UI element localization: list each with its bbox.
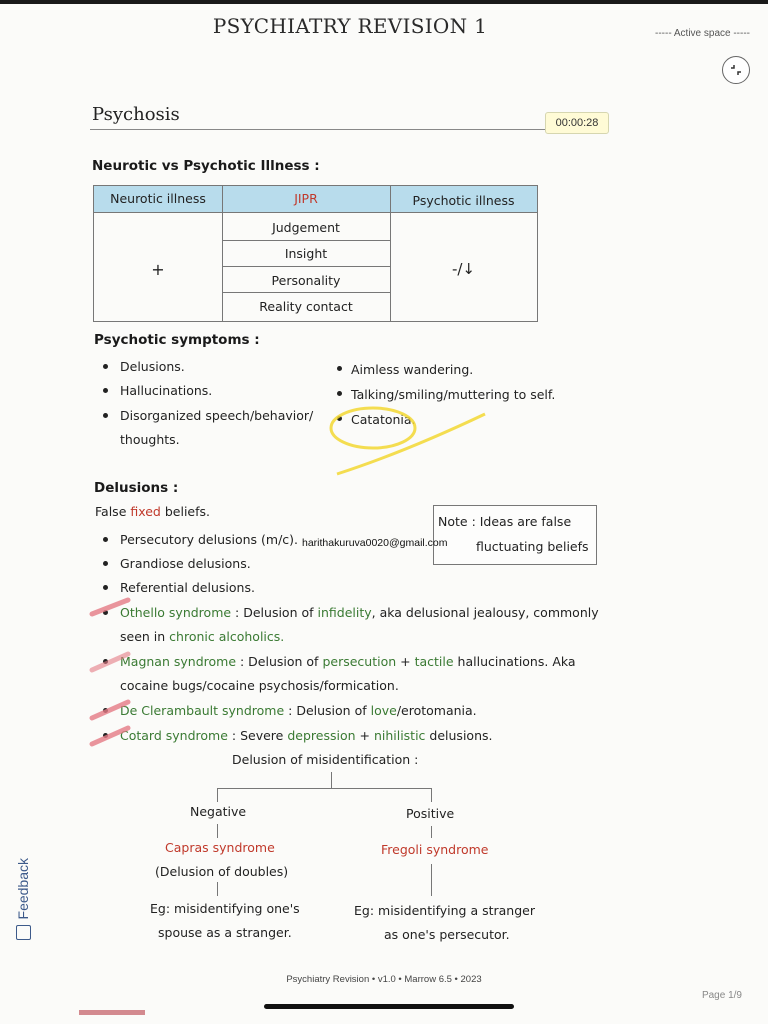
symptom-item: Hallucinations. <box>120 383 213 398</box>
bullet-icon <box>103 537 108 542</box>
definition-text: beliefs. <box>160 504 210 519</box>
catatonia-highlight-scribble <box>325 402 490 482</box>
table-divider <box>222 240 390 241</box>
delusions-heading: Delusions : <box>94 480 179 496</box>
tree-line <box>431 826 432 838</box>
magnan-item <box>120 654 576 669</box>
definition-fixed: fixed <box>130 504 161 519</box>
delusion-item: Grandiose delusions. <box>120 556 251 571</box>
positive-label: Positive <box>406 806 455 821</box>
feedback-tab[interactable] <box>8 858 38 970</box>
item-keyword: love <box>370 703 397 718</box>
item-text: seen in <box>120 629 170 644</box>
negative-label: Negative <box>190 804 247 819</box>
symptom-item: Disorganized speech/behavior/ <box>120 408 314 423</box>
jipr-item: Personality <box>271 273 341 288</box>
magnan-item-cont: cocaine bugs/cocaine psychosis/formication. <box>120 678 399 693</box>
syndrome-name: Othello syndrome <box>120 605 232 620</box>
positive-example: Eg: misidentifying a stranger <box>354 903 535 918</box>
symptom-item: thoughts. <box>120 432 180 447</box>
neurotic-psychotic-table <box>93 185 538 322</box>
jipr-item: Insight <box>284 246 328 261</box>
page-title: PSYCHIATRY REVISION 1 <box>212 14 488 38</box>
col-psychotic: Psychotic illness <box>412 193 515 208</box>
footer-text: Psychiatry Revision • v1.0 • Marrow 6.5 • 2023 <box>286 974 482 985</box>
tree-line <box>431 788 432 802</box>
item-text: + <box>355 728 374 743</box>
tree-line <box>217 824 218 838</box>
delusions-definition <box>95 504 210 519</box>
symptom-item: Delusions. <box>120 359 185 374</box>
syndrome-name: Magnan syndrome <box>120 654 237 669</box>
symptom-item: Catatonia. <box>351 412 416 427</box>
definition-text: False <box>95 504 131 519</box>
tree-line <box>217 788 432 789</box>
fregoli-syndrome: Fregoli syndrome <box>381 842 489 857</box>
item-keyword: nihilistic <box>373 728 426 743</box>
notes-page <box>0 4 768 1024</box>
note-line: Note : Ideas are false <box>438 514 572 529</box>
delusion-item: Persecutory delusions (m/c). <box>120 532 299 547</box>
timer-badge: 00:00:28 <box>545 112 609 134</box>
watermark-email: harithakuruva0020@gmail.com <box>302 537 448 549</box>
jipr-item: Reality contact <box>259 299 353 314</box>
othello-item <box>120 605 599 620</box>
syndrome-name: Cotard syndrome <box>120 728 228 743</box>
syndrome-name: De Clerambault syndrome <box>120 703 285 718</box>
tree-line <box>217 882 218 896</box>
item-keyword: depression <box>287 728 356 743</box>
item-text: , aka delusional jealousy, commonly <box>371 605 599 620</box>
page-number: Page 1/9 <box>701 990 742 1001</box>
feedback-label: Feedback <box>15 858 31 920</box>
tree-line <box>331 772 332 788</box>
item-text: : Delusion of <box>231 605 318 620</box>
tree-line <box>217 788 218 802</box>
feedback-icon <box>16 925 31 940</box>
neurotic-value: + <box>151 260 165 279</box>
symptom-item: Aimless wandering. <box>351 362 474 377</box>
note-line: fluctuating beliefs <box>476 539 589 554</box>
item-keyword: infidelity <box>317 605 372 620</box>
item-text: + <box>396 654 415 669</box>
collapse-button[interactable] <box>722 56 750 84</box>
psychotic-value: -/↓ <box>451 260 476 278</box>
bullet-icon <box>103 364 108 369</box>
bullet-icon <box>337 366 342 371</box>
neurotic-heading: Neurotic vs Psychotic Illness : <box>92 158 320 174</box>
cotard-item <box>120 728 492 743</box>
item-text: /erotomania. <box>396 703 477 718</box>
table-divider <box>222 292 390 293</box>
tree-line <box>431 864 432 896</box>
capras-description: (Delusion of doubles) <box>155 864 289 879</box>
col-neurotic: Neurotic illness <box>110 191 206 206</box>
bullet-icon <box>103 413 108 418</box>
misidentification-title: Delusion of misidentification : <box>232 752 419 767</box>
item-keyword: chronic alcoholics. <box>169 629 285 644</box>
section-title: Psychosis <box>92 104 180 125</box>
progress-marker <box>79 1010 145 1015</box>
item-keyword: tactile <box>414 654 454 669</box>
item-text: : Delusion of <box>236 654 323 669</box>
section-divider <box>90 129 608 130</box>
declerambault-item <box>120 703 477 718</box>
symptom-item: Talking/smiling/muttering to self. <box>351 387 556 402</box>
item-text: hallucinations. Aka <box>453 654 576 669</box>
item-text: delusions. <box>425 728 493 743</box>
col-jipr: JIPR <box>294 191 318 206</box>
negative-example: Eg: misidentifying one's <box>150 901 300 916</box>
item-text: : Delusion of <box>284 703 371 718</box>
bullet-icon <box>103 585 108 590</box>
bullet-icon <box>103 388 108 393</box>
collapse-icon <box>729 63 743 77</box>
pink-highlight-marks <box>88 594 148 754</box>
symptoms-heading: Psychotic symptoms : <box>94 332 260 348</box>
delusion-item: Referential delusions. <box>120 580 255 595</box>
negative-example: spouse as a stranger. <box>158 925 292 940</box>
bullet-icon <box>337 391 342 396</box>
home-indicator[interactable] <box>264 1004 514 1009</box>
note-box <box>433 505 597 565</box>
item-keyword: persecution <box>322 654 397 669</box>
bullet-icon <box>103 561 108 566</box>
jipr-item: Judgement <box>272 220 340 235</box>
active-space-label: ----- Active space ----- <box>655 28 750 39</box>
capras-syndrome: Capras syndrome <box>165 840 275 855</box>
table-divider <box>222 266 390 267</box>
item-text: : Severe <box>227 728 288 743</box>
positive-example: as one's persecutor. <box>384 927 510 942</box>
